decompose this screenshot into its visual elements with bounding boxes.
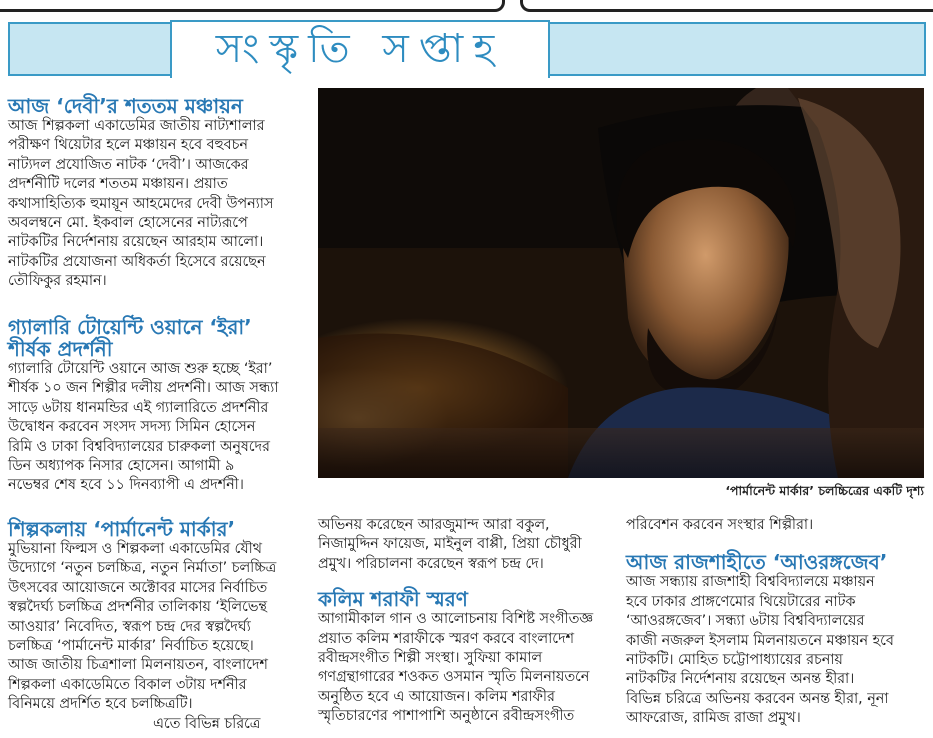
body-kalim-sharafi: আগামীকাল গান ও আলোচনায় বিশিষ্ট সংগীতজ্ঞ প্রয়াত কলিম শরাফীকে স্মরণ করবে বাংলাদেশ রবীন্দ্রসংগীত শিল্পী সংস্থা। সুফিয়া কামাল গণগ্রন্থাগারের শওকত ওসমান স্মৃতি মিলনায়তনে অনুষ্ঠিত হবে এ আয়োজন। কলিম শরাফীর স্মৃতিচারণের পাশাপাশি অনুষ্ঠানে রবীন্দ্রসংগীত — [318, 611, 593, 725]
article-permanent-marker — [8, 518, 314, 734]
headline-ira: গ্যালারি টোয়েন্টি ওয়ানে ‘ইরা’ শীর্ষক প্রদর্শনী — [8, 315, 252, 361]
body-kalim-sharafi-cont: পরিবেশন করবেন সংস্থার শিল্পীরা। — [626, 517, 814, 533]
film-still-photo — [318, 88, 924, 478]
film-still-image — [318, 88, 924, 478]
photo-caption: ‘পার্মানেন্ট মার্কার’ চলচ্চিত্রের একটি দৃশ্য — [725, 483, 924, 498]
headline-debi: আজ ‘দেবী’র শততম মঞ্চায়ন — [8, 94, 243, 118]
body-ira: গ্যালারি টোয়েন্টি ওয়ানে আজ শুরু হচ্ছে ‘ইরা’ শীর্ষক ১০ জন শিল্পীর দলীয় প্রদর্শনী। আজ সন্ধ্যা সাড়ে ৬টায় ধানমন্ডির এই গ্যালারিতে প্রদর্শনীর উদ্বোধন করবেন সংসদ সদস্য সিমিন হোসেন রিমি ও ঢাকা বিশ্ববিদ্যালয়ের চারুকলা অনুষদের ডিন অধ্যাপক নিসার হোসেন। আগামী ৯ নভেম্বর শেষ হবে ১১ দিনব্যাপী এ প্রদর্শনী। — [8, 361, 279, 494]
banner-title-box — [170, 20, 550, 78]
article-debi — [8, 95, 314, 292]
section-title: সংস্কৃতি সপ্তাহ — [215, 25, 505, 72]
body-permanent-marker: মুভিয়ানা ফিল্মস ও শিল্পকলা একাডেমির যৌথ উদ্যোগে ‘নতুন চলচ্চিত্র, নতুন নির্মাতা’ চলচ্চিত্র উৎসবের আয়োজনে অক্টোবর মাসের নির্বাচিত স্বল্পদৈর্ঘ্য চলচ্চিত্র প্রদর্শনীর তালিকায় ‘ইলিভেন্থ আওয়ার’ নিবেদিত, স্বরূপ চন্দ্র দের স্বল্পদৈর্ঘ্য চলচ্চিত্র ‘পার্মানেন্ট মার্কার’ নির্বাচিত হয়েছে। আজ জাতীয় চিত্রশালা মিলনায়তন, বাংলাদেশ শিল্পকলা একাডেমিতে বিকাল ৩টায় দর্শনীর বিনিময়ে প্রদর্শিত হবে চলচ্চিত্রটি। এতে বিভিন্ন চরিত্রে — [8, 541, 277, 732]
headline-permanent-marker: শিল্পকলায় ‘পার্মানেন্ট মার্কার’ — [8, 517, 236, 541]
column-right — [626, 516, 926, 729]
section-banner — [8, 22, 926, 76]
headline-aurangzeb: আজ রাজশাহীতে ‘আওরঙ্গজেব’ — [626, 550, 888, 575]
headline-kalim-sharafi: কলিম শরাফী স্মরণ — [318, 587, 468, 612]
body-permanent-marker-cont: অভিনয় করেছেন আরজুমান্দ আরা বকুল, নিজামুদ্দিন ফায়েজ, মাইনুল বাপ্পী, প্রিয়া চৌধুরী প্রমুখ। পরিচালনা করেছেন স্বরূপ চন্দ্র দে। — [318, 517, 582, 572]
body-aurangzeb: আজ সন্ধ্যায় রাজশাহী বিশ্ববিদ্যালয়ে মঞ্চায়ন হবে ঢাকার প্রাঙ্গণেমোর থিয়েটারের নাটক ‘আওরঙ্গজেব’। সন্ধ্যা ৬টায় বিশ্ববিদ্যালয়ের কাজী নজরুল ইসলাম মিলনায়তনে মঞ্চায়ন হবে নাটকটি। মোহিত চট্টোপাধ্যায়ের রচনায় নাটকটির নির্দেশনায় রয়েছেন অনন্ত হীরা। বিভিন্ন চরিত্রে অভিনয় করবেন অনন্ত হীরা, নূনা আফরোজ, রামিজ রাজা প্রমুখ। — [626, 574, 894, 727]
article-ira — [8, 316, 314, 496]
body-debi: আজ শিল্পকলা একাডেমির জাতীয় নাট্যশালার পরীক্ষণ থিয়েটার হলে মঞ্চায়ন হবে বহুবচন নাট্যদল প্রযোজিত নাটক ‘দেবী’। আজকের প্রদর্শনীটি দলের শততম মঞ্চায়ন। প্রয়াত কথাসাহিত্যিক হুমায়ূন আহমেদের দেবী উপন্যাস অবলম্বনে মো. ইকবাল হোসেনের নাট্যরূপে নাটকটির নির্দেশনায় রয়েছেন আরহাম আলো। নাটকটির প্রযোজনা অধিকর্তা হিসেবে রয়েছেন তৌফিকুর রহমান। — [8, 118, 274, 290]
column-middle — [318, 516, 608, 727]
